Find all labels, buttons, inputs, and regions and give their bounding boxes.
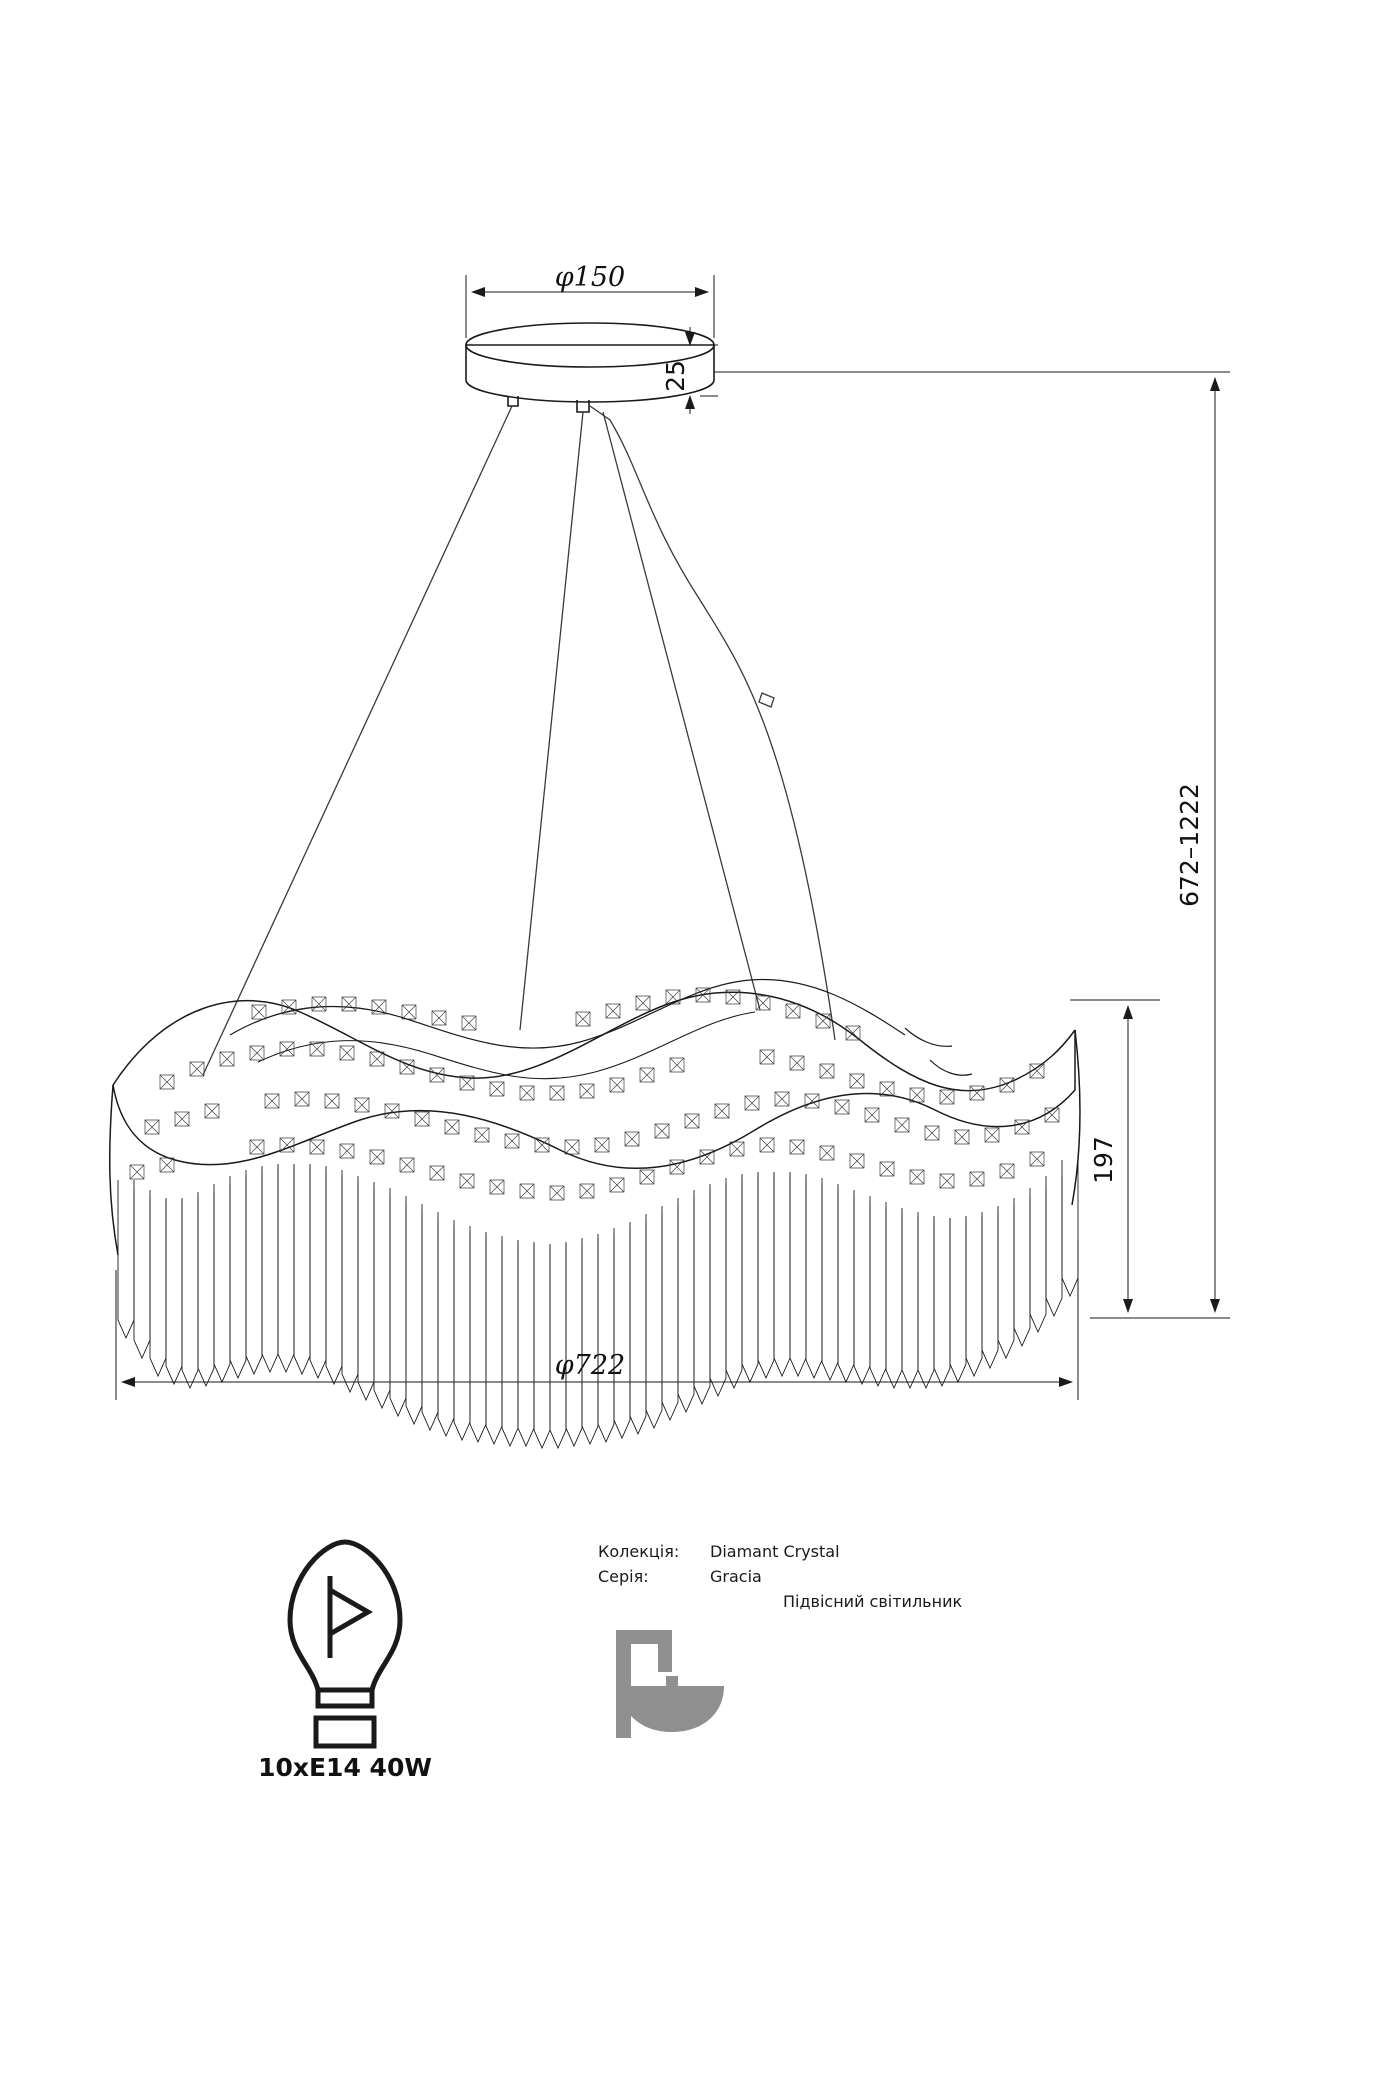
series-value: Gracia bbox=[710, 1566, 762, 1586]
product-spec-block bbox=[598, 1540, 962, 1614]
bulb-icon bbox=[290, 1542, 400, 1746]
product-type-value: Підвісний світильник bbox=[783, 1591, 963, 1611]
lamp-spec-label: 10xE14 40W bbox=[258, 1753, 432, 1782]
crystal-fringe bbox=[118, 1160, 1078, 1448]
dim-body-height-label: 197 bbox=[1089, 1136, 1118, 1184]
spec-row-series bbox=[598, 1565, 962, 1590]
dim-body-diameter-label: φ722 bbox=[554, 1350, 626, 1381]
collection-label: Колекція: bbox=[598, 1542, 680, 1561]
cable-adjuster bbox=[759, 693, 774, 707]
spec-row-collection bbox=[598, 1540, 962, 1565]
crystal-mesh-upper bbox=[130, 988, 1059, 1200]
spec-row-type bbox=[783, 1590, 962, 1615]
dim-canopy-diameter-label: φ150 bbox=[554, 262, 626, 293]
dim-drop-label: 672–1222 bbox=[1175, 783, 1204, 907]
collection-value: Diamant Crystal bbox=[710, 1542, 840, 1561]
chandelier-body bbox=[110, 979, 1080, 1255]
lamp-arms bbox=[905, 1028, 972, 1075]
dim-canopy-height-label: 25 bbox=[661, 360, 690, 392]
dim-drop bbox=[714, 372, 1230, 1318]
pendant-lamp-icon bbox=[616, 1630, 724, 1738]
series-label: Серія: bbox=[598, 1566, 649, 1586]
suspension-wires bbox=[203, 406, 835, 1075]
